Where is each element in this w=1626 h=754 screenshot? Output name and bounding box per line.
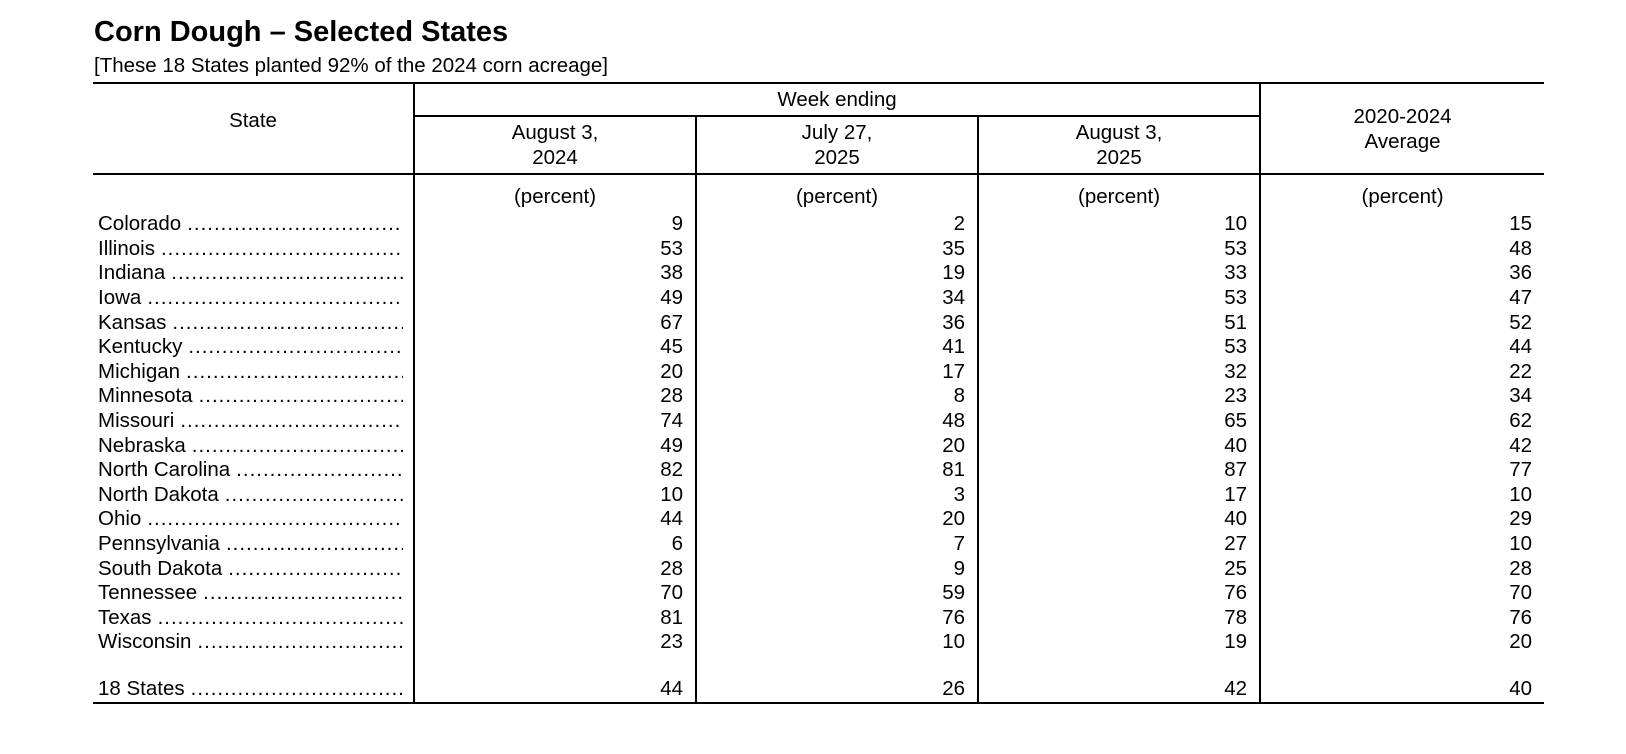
state-name: Tennessee <box>98 581 198 605</box>
value-jul27-2025: 35 <box>696 237 978 262</box>
value-aug3-2025: 53 <box>978 237 1260 262</box>
state-name: Michigan <box>98 359 181 383</box>
column-header-line-1: July 27, <box>801 121 873 144</box>
value-aug3-2024: 44 <box>414 507 696 532</box>
state-name: Iowa <box>98 286 142 310</box>
state-cell <box>93 556 414 581</box>
dot-leader <box>180 409 403 433</box>
dot-leader <box>187 212 403 236</box>
state-cell <box>93 677 414 703</box>
value-jul27-2025: 19 <box>696 261 978 286</box>
value-aug3-2025: 87 <box>978 458 1260 483</box>
table-row <box>93 212 1544 237</box>
table-row <box>93 335 1544 360</box>
value-aug3-2025: 53 <box>978 286 1260 311</box>
column-header-line-1: August 3, <box>1075 121 1163 144</box>
value-jul27-2025: 7 <box>696 532 978 557</box>
spacer-cell <box>696 655 978 677</box>
corn-dough-table <box>93 82 1544 704</box>
state-name: North Dakota <box>98 482 219 506</box>
state-name: South Dakota <box>98 556 223 580</box>
value-jul27-2025: 41 <box>696 335 978 360</box>
table-header <box>93 83 1544 212</box>
total-row <box>93 677 1544 703</box>
dot-leader <box>203 581 403 605</box>
value-aug3-2025: 32 <box>978 360 1260 385</box>
column-header-aug3-2025 <box>978 116 1260 174</box>
value-average: 47 <box>1260 286 1544 311</box>
state-cell <box>93 532 414 557</box>
dot-leader <box>236 458 403 482</box>
table-row <box>93 384 1544 409</box>
table-row <box>93 507 1544 532</box>
value-aug3-2025: 42 <box>978 677 1260 703</box>
dot-leader <box>186 360 403 384</box>
table-row <box>93 237 1544 262</box>
value-aug3-2025: 65 <box>978 409 1260 434</box>
value-aug3-2025: 33 <box>978 261 1260 286</box>
value-average: 10 <box>1260 532 1544 557</box>
state-cell <box>93 212 414 237</box>
state-name: Missouri <box>98 409 175 433</box>
state-cell <box>93 335 414 360</box>
unit-row <box>93 174 1544 212</box>
value-aug3-2024: 49 <box>414 433 696 458</box>
value-aug3-2025: 19 <box>978 630 1260 655</box>
value-aug3-2024: 70 <box>414 581 696 606</box>
column-header-line-1: August 3, <box>511 121 599 144</box>
state-name: Ohio <box>98 507 142 531</box>
value-jul27-2025: 3 <box>696 483 978 508</box>
state-column-header: State <box>93 83 414 174</box>
dot-leader <box>228 557 403 581</box>
state-name: Kansas <box>98 310 167 334</box>
value-aug3-2024: 44 <box>414 677 696 703</box>
value-aug3-2024: 28 <box>414 556 696 581</box>
value-aug3-2025: 17 <box>978 483 1260 508</box>
value-average: 52 <box>1260 310 1544 335</box>
value-aug3-2024: 28 <box>414 384 696 409</box>
dot-leader <box>171 261 403 285</box>
value-jul27-2025: 10 <box>696 630 978 655</box>
value-aug3-2024: 20 <box>414 360 696 385</box>
value-aug3-2025: 51 <box>978 310 1260 335</box>
column-header-line-2: 2025 <box>1096 146 1142 169</box>
value-aug3-2024: 9 <box>414 212 696 237</box>
state-name: Nebraska <box>98 433 186 457</box>
value-average: 29 <box>1260 507 1544 532</box>
table-row <box>93 532 1544 557</box>
value-aug3-2024: 10 <box>414 483 696 508</box>
spacer-cell <box>414 655 696 677</box>
spacer-row <box>93 655 1544 677</box>
value-aug3-2024: 82 <box>414 458 696 483</box>
value-jul27-2025: 17 <box>696 360 978 385</box>
value-jul27-2025: 36 <box>696 310 978 335</box>
state-name: Colorado <box>98 212 182 236</box>
state-name: North Carolina <box>98 458 231 482</box>
state-name: Minnesota <box>98 384 193 408</box>
state-cell <box>93 286 414 311</box>
value-average: 42 <box>1260 433 1544 458</box>
state-name: Pennsylvania <box>98 532 220 556</box>
value-aug3-2024: 67 <box>414 310 696 335</box>
table-body <box>93 212 1544 703</box>
dot-leader <box>147 507 403 531</box>
state-cell <box>93 237 414 262</box>
week-ending-header: Week ending <box>414 83 1260 116</box>
value-aug3-2024: 38 <box>414 261 696 286</box>
value-jul27-2025: 20 <box>696 433 978 458</box>
unit-label: (percent) <box>696 174 978 212</box>
dot-leader <box>197 630 403 654</box>
value-average: 44 <box>1260 335 1544 360</box>
dot-leader <box>191 677 403 701</box>
average-header-line-1: 2020-2024 <box>1353 104 1452 128</box>
table-row <box>93 630 1544 655</box>
state-cell <box>93 433 414 458</box>
state-cell <box>93 384 414 409</box>
value-average: 48 <box>1260 237 1544 262</box>
state-name: Wisconsin <box>98 630 192 654</box>
state-name: Texas <box>98 605 152 629</box>
dot-leader <box>226 532 403 556</box>
table-row <box>93 360 1544 385</box>
dot-leader <box>225 483 403 507</box>
value-average: 20 <box>1260 630 1544 655</box>
value-average: 28 <box>1260 556 1544 581</box>
state-cell <box>93 409 414 434</box>
value-jul27-2025: 59 <box>696 581 978 606</box>
dot-leader <box>199 384 403 408</box>
column-header-line-2: 2024 <box>532 146 578 169</box>
value-jul27-2025: 81 <box>696 458 978 483</box>
value-aug3-2024: 53 <box>414 237 696 262</box>
state-cell <box>93 483 414 508</box>
value-aug3-2025: 23 <box>978 384 1260 409</box>
value-aug3-2024: 49 <box>414 286 696 311</box>
state-cell <box>93 581 414 606</box>
value-aug3-2025: 78 <box>978 606 1260 631</box>
table-row <box>93 409 1544 434</box>
state-cell <box>93 261 414 286</box>
column-header-line-2: 2025 <box>814 146 860 169</box>
state-name: 18 States <box>98 677 185 701</box>
table-row <box>93 556 1544 581</box>
page-subtitle: [These 18 States planted 92% of the 2024 corn acreage] <box>94 54 608 77</box>
value-average: 40 <box>1260 677 1544 703</box>
value-average: 77 <box>1260 458 1544 483</box>
table-row <box>93 261 1544 286</box>
column-header-jul27-2025 <box>696 116 978 174</box>
value-jul27-2025: 9 <box>696 556 978 581</box>
value-aug3-2024: 45 <box>414 335 696 360</box>
spacer-cell <box>1260 655 1544 677</box>
dot-leader <box>188 335 403 359</box>
average-header-line-2: Average <box>1364 129 1441 153</box>
table-row <box>93 433 1544 458</box>
value-jul27-2025: 20 <box>696 507 978 532</box>
value-jul27-2025: 76 <box>696 606 978 631</box>
table-row <box>93 606 1544 631</box>
value-aug3-2024: 23 <box>414 630 696 655</box>
table-row <box>93 286 1544 311</box>
value-jul27-2025: 2 <box>696 212 978 237</box>
value-average: 70 <box>1260 581 1544 606</box>
dot-leader <box>158 606 403 630</box>
value-jul27-2025: 48 <box>696 409 978 434</box>
unit-cell-empty <box>93 174 414 212</box>
value-jul27-2025: 8 <box>696 384 978 409</box>
value-aug3-2025: 40 <box>978 507 1260 532</box>
column-header-aug3-2024 <box>414 116 696 174</box>
state-name: Indiana <box>98 261 166 285</box>
value-aug3-2025: 53 <box>978 335 1260 360</box>
state-cell <box>93 360 414 385</box>
value-average: 10 <box>1260 483 1544 508</box>
table-row <box>93 483 1544 508</box>
value-average: 22 <box>1260 360 1544 385</box>
state-cell <box>93 606 414 631</box>
value-aug3-2025: 27 <box>978 532 1260 557</box>
spacer-cell <box>978 655 1260 677</box>
unit-label: (percent) <box>978 174 1260 212</box>
state-cell <box>93 630 414 655</box>
dot-leader <box>172 311 403 335</box>
value-aug3-2025: 25 <box>978 556 1260 581</box>
value-average: 36 <box>1260 261 1544 286</box>
dot-leader <box>147 286 403 310</box>
value-jul27-2025: 34 <box>696 286 978 311</box>
value-aug3-2025: 76 <box>978 581 1260 606</box>
unit-label: (percent) <box>414 174 696 212</box>
unit-label: (percent) <box>1260 174 1544 212</box>
dot-leader <box>192 434 403 458</box>
page-title: Corn Dough – Selected States <box>94 16 509 48</box>
value-aug3-2025: 40 <box>978 433 1260 458</box>
table-row <box>93 458 1544 483</box>
value-aug3-2024: 6 <box>414 532 696 557</box>
spacer-cell <box>93 655 414 677</box>
value-average: 76 <box>1260 606 1544 631</box>
state-name: Kentucky <box>98 335 183 359</box>
average-column-header <box>1260 83 1544 174</box>
table-row <box>93 310 1544 335</box>
value-average: 34 <box>1260 384 1544 409</box>
table-row <box>93 581 1544 606</box>
value-aug3-2025: 10 <box>978 212 1260 237</box>
state-cell <box>93 310 414 335</box>
value-aug3-2024: 74 <box>414 409 696 434</box>
state-cell <box>93 458 414 483</box>
value-average: 15 <box>1260 212 1544 237</box>
state-name: Illinois <box>98 236 155 260</box>
dot-leader <box>161 237 403 261</box>
value-jul27-2025: 26 <box>696 677 978 703</box>
value-aug3-2024: 81 <box>414 606 696 631</box>
state-cell <box>93 507 414 532</box>
value-average: 62 <box>1260 409 1544 434</box>
